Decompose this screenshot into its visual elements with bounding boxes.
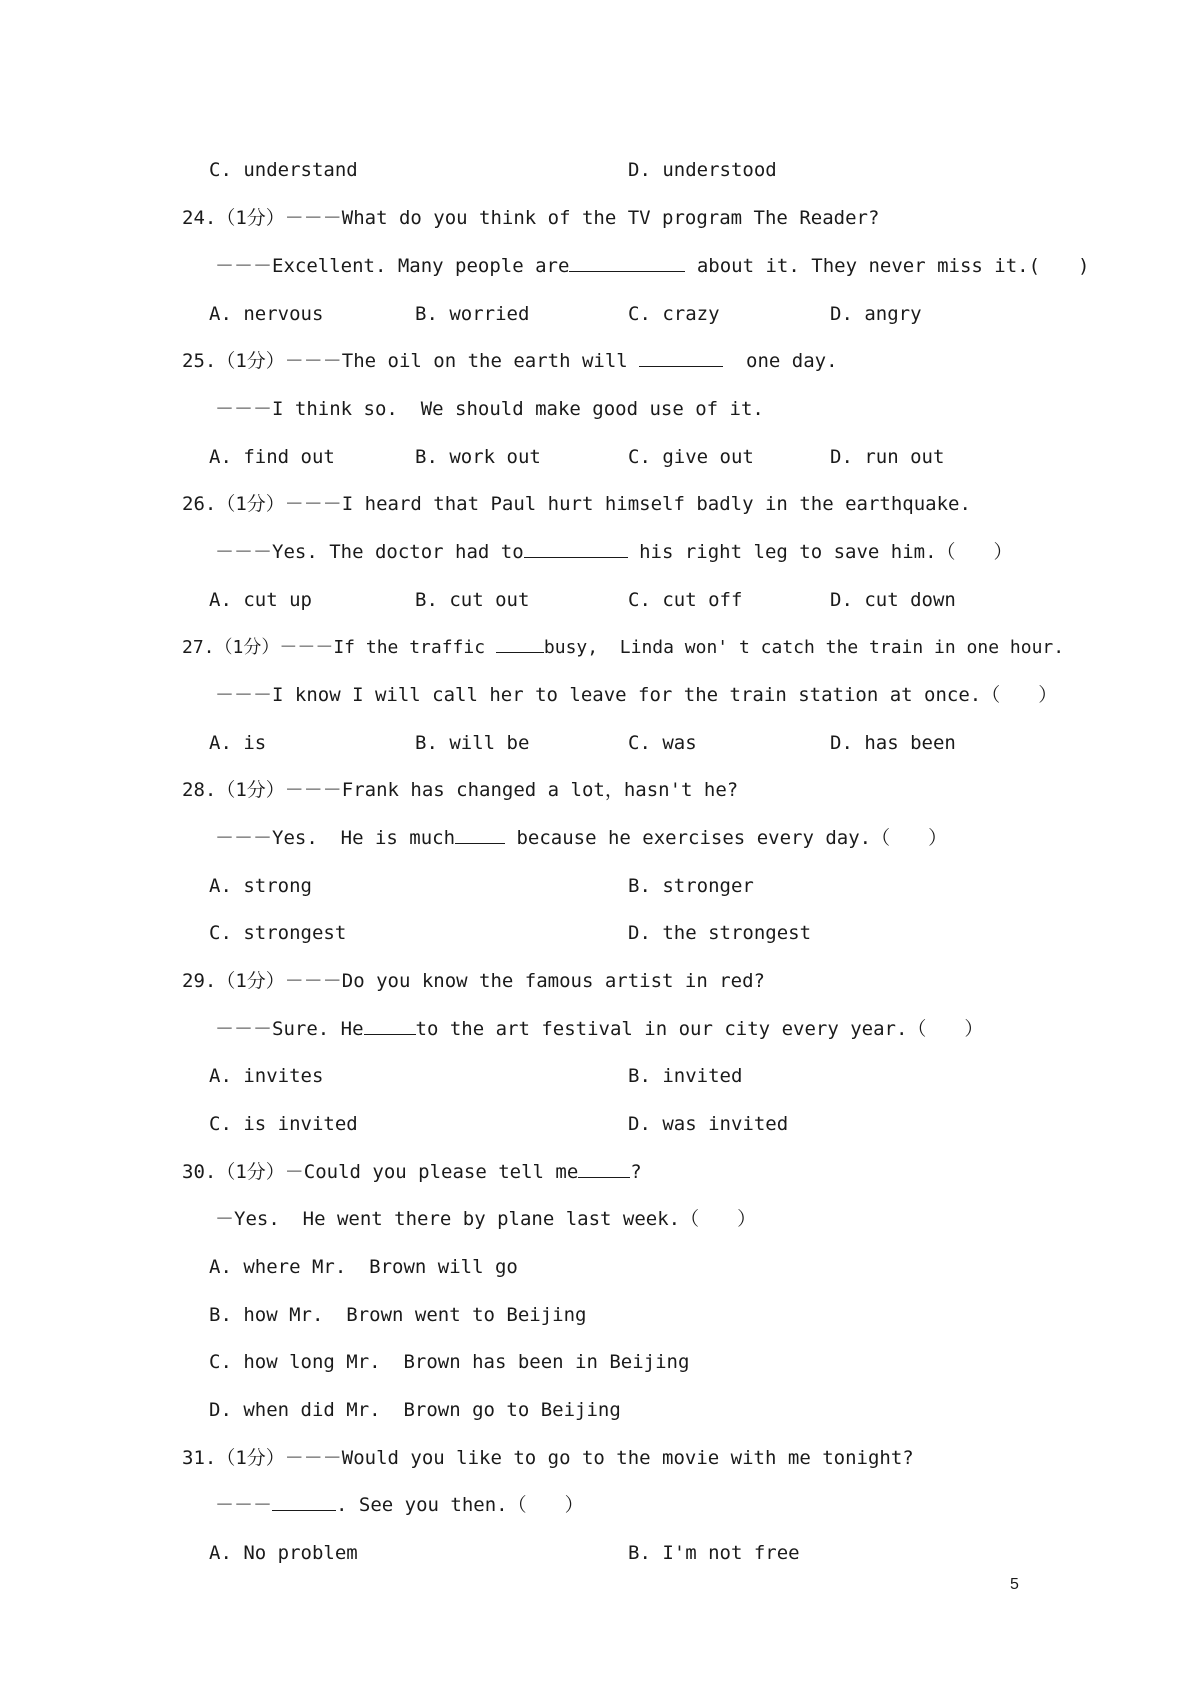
q28-reply <box>215 826 947 850</box>
q25-option-c: C. give out <box>628 446 754 468</box>
q24-reply-text-end: about it. They never miss it.( ) <box>685 255 1090 277</box>
q30-option-a: A. where Mr. Brown will go <box>209 1256 518 1278</box>
q25-reply: －－－I think so. We should make good use of it. <box>215 398 764 420</box>
q24-option-b: B. worried <box>415 303 530 325</box>
q29-option-c: C. is invited <box>209 1113 358 1135</box>
q29-reply <box>215 1017 983 1041</box>
page-number: 5 <box>1010 1576 1019 1593</box>
q27-stem-text-end: busy, Linda won' t catch the train in one hour. <box>543 637 1065 658</box>
q28-option-b: B. stronger <box>628 875 754 897</box>
answer-blank <box>578 1160 630 1178</box>
q25-option-d: D. run out <box>830 446 945 468</box>
q26-option-a: A. cut up <box>209 589 312 611</box>
q24-reply-text: －－－Excellent. Many people are <box>215 255 570 277</box>
q26-reply <box>215 540 1013 564</box>
q23-option-d: D. understood <box>628 159 777 181</box>
q24-stem: 24.（1分）－－－What do you think of the TV program The Reader? <box>182 207 880 229</box>
q31-reply-text-end: . See you then.（ ） <box>336 1494 584 1516</box>
q30-option-d: D. when did Mr. Brown go to Beijing <box>209 1399 621 1421</box>
q31-stem: 31.（1分）－－－Would you like to go to the movie with me tonight? <box>182 1447 914 1469</box>
q24-reply <box>215 254 1089 278</box>
q31-reply <box>215 1493 584 1517</box>
q27-option-d: D. has been <box>830 732 956 754</box>
answer-blank <box>569 254 685 272</box>
q30-option-b: B. how Mr. Brown went to Beijing <box>209 1304 587 1326</box>
q29-reply-text: －－－Sure. He <box>215 1018 364 1040</box>
q24-option-a: A. nervous <box>209 303 324 325</box>
q30-stem-text-end: ? <box>630 1161 642 1183</box>
q27-option-b: B. will be <box>415 732 530 754</box>
q26-option-b: B. cut out <box>415 589 530 611</box>
q27-option-c: C. was <box>628 732 697 754</box>
q24-option-c: C. crazy <box>628 303 720 325</box>
q28-reply-text-end: because he exercises every day.（ ） <box>505 827 948 849</box>
answer-blank <box>364 1017 416 1035</box>
q29-option-a: A. invites <box>209 1065 324 1087</box>
q28-option-a: A. strong <box>209 875 312 897</box>
q25-stem <box>182 349 838 373</box>
answer-blank <box>639 349 723 367</box>
q31-option-a: A. No problem <box>209 1542 358 1564</box>
q26-stem: 26.（1分）－－－I heard that Paul hurt himself badly in the earthquake. <box>182 493 971 515</box>
q29-option-b: B. invited <box>628 1065 743 1087</box>
q25-option-a: A. find out <box>209 446 335 468</box>
answer-blank <box>272 1493 336 1511</box>
q31-option-b: B. I'm not free <box>628 1542 800 1564</box>
q30-reply: －Yes. He went there by plane last week.（ ） <box>215 1208 757 1230</box>
q27-reply: －－－I know I will call her to leave for the train station at once.（ ） <box>215 684 1058 706</box>
q30-option-c: C. how long Mr. Brown has been in Beijing <box>209 1351 690 1373</box>
q29-reply-text-end: to the art festival in our city every year.（ ） <box>415 1018 984 1040</box>
q28-stem: 28.（1分）－－－Frank has changed a lot，hasn't he? <box>182 779 739 801</box>
answer-blank <box>524 540 628 558</box>
q25-stem-text-end: one day. <box>723 350 838 372</box>
q30-stem-text: 30.（1分）－Could you please tell me <box>182 1161 579 1183</box>
answer-blank <box>455 826 505 844</box>
q29-stem: 29.（1分）－－－Do you know the famous artist in red? <box>182 970 765 992</box>
q28-option-d: D. the strongest <box>628 922 812 944</box>
q27-stem <box>182 635 1064 660</box>
q25-stem-text: 25.（1分）－－－The oil on the earth will <box>182 350 640 372</box>
q30-stem <box>182 1160 642 1184</box>
q28-reply-text: －－－Yes. He is much <box>215 827 456 849</box>
q28-option-c: C. strongest <box>209 922 347 944</box>
q27-option-a: A. is <box>209 732 267 754</box>
q23-option-c: C. understand <box>209 159 358 181</box>
answer-blank <box>496 635 544 653</box>
q26-reply-text-end: his right leg to save him.（ ） <box>627 541 1013 563</box>
q31-reply-text: －－－ <box>215 1494 273 1516</box>
q26-reply-text: －－－Yes. The doctor had to <box>215 541 524 563</box>
q24-option-d: D. angry <box>830 303 922 325</box>
q26-option-d: D. cut down <box>830 589 956 611</box>
q25-option-b: B. work out <box>415 446 541 468</box>
q27-stem-text: 27.（1分）－－－If the traffic <box>182 637 496 658</box>
q26-option-c: C. cut off <box>628 589 743 611</box>
q29-option-d: D. was invited <box>628 1113 789 1135</box>
